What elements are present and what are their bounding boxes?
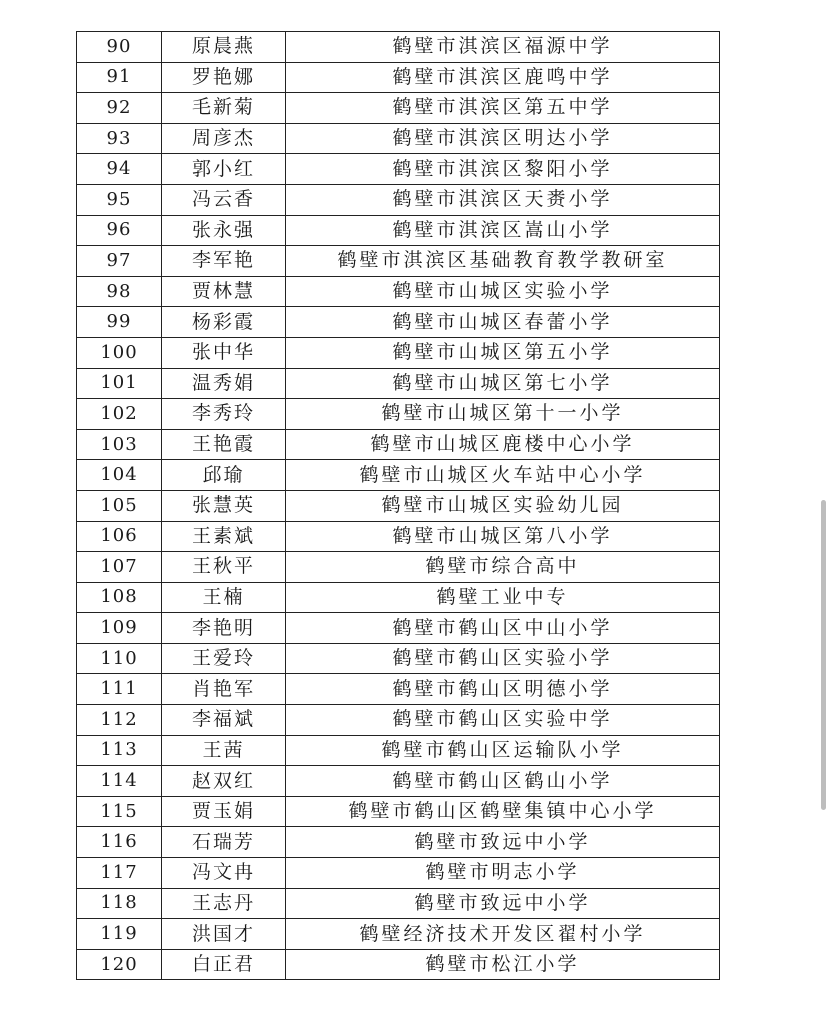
- table-row: [77, 858, 720, 889]
- row-number-cell: 115: [77, 796, 162, 827]
- work-unit-cell: 鹤壁工业中专: [286, 582, 720, 613]
- person-name-cell: 白正君: [162, 949, 286, 980]
- table-row: [77, 490, 720, 521]
- row-number-cell: 111: [77, 674, 162, 705]
- person-name-cell: 王志丹: [162, 888, 286, 919]
- person-name-cell: 王茜: [162, 735, 286, 766]
- table-row: [77, 613, 720, 644]
- work-unit-cell: 鹤壁市淇滨区基础教育教学教研室: [286, 246, 720, 277]
- table-row: [77, 32, 720, 63]
- row-number-cell: 91: [77, 62, 162, 93]
- person-name-cell: 石瑞芳: [162, 827, 286, 858]
- table-row: [77, 643, 720, 674]
- work-unit-cell: 鹤壁市鹤山区实验中学: [286, 705, 720, 736]
- work-unit-cell: 鹤壁市山城区第十一小学: [286, 399, 720, 430]
- person-name-cell: 张慧英: [162, 490, 286, 521]
- row-number-cell: 114: [77, 766, 162, 797]
- work-unit-cell: 鹤壁市淇滨区天赉小学: [286, 184, 720, 215]
- row-number-cell: 113: [77, 735, 162, 766]
- work-unit-cell: 鹤壁市山城区鹿楼中心小学: [286, 429, 720, 460]
- person-name-cell: 张永强: [162, 215, 286, 246]
- work-unit-cell: 鹤壁市鹤山区中山小学: [286, 613, 720, 644]
- person-name-cell: 赵双红: [162, 766, 286, 797]
- table-row: [77, 215, 720, 246]
- table-row: [77, 735, 720, 766]
- person-name-cell: 冯文冉: [162, 858, 286, 889]
- row-number-cell: 90: [77, 32, 162, 63]
- person-name-cell: 周彦杰: [162, 123, 286, 154]
- table-row: [77, 276, 720, 307]
- roster-table: [76, 31, 720, 980]
- table-row: [77, 796, 720, 827]
- row-number-cell: 100: [77, 337, 162, 368]
- row-number-cell: 120: [77, 949, 162, 980]
- work-unit-cell: 鹤壁市淇滨区嵩山小学: [286, 215, 720, 246]
- table-row: [77, 460, 720, 491]
- row-number-cell: 93: [77, 123, 162, 154]
- work-unit-cell: 鹤壁市致远中小学: [286, 827, 720, 858]
- table-row: [77, 246, 720, 277]
- row-number-cell: 96: [77, 215, 162, 246]
- table-row: [77, 582, 720, 613]
- work-unit-cell: 鹤壁市山城区第八小学: [286, 521, 720, 552]
- table-row: [77, 368, 720, 399]
- row-number-cell: 108: [77, 582, 162, 613]
- table-row: [77, 307, 720, 338]
- row-number-cell: 105: [77, 490, 162, 521]
- table-row: [77, 154, 720, 185]
- work-unit-cell: 鹤壁市山城区火车站中心小学: [286, 460, 720, 491]
- work-unit-cell: 鹤壁市淇滨区鹿鸣中学: [286, 62, 720, 93]
- row-number-cell: 92: [77, 93, 162, 124]
- work-unit-cell: 鹤壁市山城区实验小学: [286, 276, 720, 307]
- row-number-cell: 110: [77, 643, 162, 674]
- work-unit-cell: 鹤壁市山城区第五小学: [286, 337, 720, 368]
- person-name-cell: 毛新菊: [162, 93, 286, 124]
- person-name-cell: 王艳霞: [162, 429, 286, 460]
- work-unit-cell: 鹤壁市山城区第七小学: [286, 368, 720, 399]
- row-number-cell: 109: [77, 613, 162, 644]
- person-name-cell: 李秀玲: [162, 399, 286, 430]
- row-number-cell: 119: [77, 919, 162, 950]
- table-row: [77, 919, 720, 950]
- row-number-cell: 101: [77, 368, 162, 399]
- row-number-cell: 99: [77, 307, 162, 338]
- row-number-cell: 95: [77, 184, 162, 215]
- row-number-cell: 106: [77, 521, 162, 552]
- table-row: [77, 705, 720, 736]
- table-row: [77, 399, 720, 430]
- person-name-cell: 李军艳: [162, 246, 286, 277]
- person-name-cell: 王楠: [162, 582, 286, 613]
- table-row: [77, 184, 720, 215]
- person-name-cell: 冯云香: [162, 184, 286, 215]
- person-name-cell: 温秀娟: [162, 368, 286, 399]
- work-unit-cell: 鹤壁市山城区实验幼儿园: [286, 490, 720, 521]
- row-number-cell: 103: [77, 429, 162, 460]
- person-name-cell: 李福斌: [162, 705, 286, 736]
- table-row: [77, 827, 720, 858]
- person-name-cell: 王爱玲: [162, 643, 286, 674]
- work-unit-cell: 鹤壁市鹤山区鹤山小学: [286, 766, 720, 797]
- work-unit-cell: 鹤壁市淇滨区黎阳小学: [286, 154, 720, 185]
- table-row: [77, 62, 720, 93]
- person-name-cell: 肖艳军: [162, 674, 286, 705]
- person-name-cell: 贾林慧: [162, 276, 286, 307]
- row-number-cell: 97: [77, 246, 162, 277]
- row-number-cell: 104: [77, 460, 162, 491]
- person-name-cell: 贾玉娟: [162, 796, 286, 827]
- work-unit-cell: 鹤壁市鹤山区实验小学: [286, 643, 720, 674]
- row-number-cell: 102: [77, 399, 162, 430]
- work-unit-cell: 鹤壁市淇滨区明达小学: [286, 123, 720, 154]
- row-number-cell: 118: [77, 888, 162, 919]
- work-unit-cell: 鹤壁市松江小学: [286, 949, 720, 980]
- table-row: [77, 337, 720, 368]
- person-name-cell: 杨彩霞: [162, 307, 286, 338]
- table-row: [77, 123, 720, 154]
- person-name-cell: 洪国才: [162, 919, 286, 950]
- person-name-cell: 郭小红: [162, 154, 286, 185]
- table-row: [77, 93, 720, 124]
- table-row: [77, 521, 720, 552]
- work-unit-cell: 鹤壁市鹤山区运输队小学: [286, 735, 720, 766]
- row-number-cell: 117: [77, 858, 162, 889]
- row-number-cell: 98: [77, 276, 162, 307]
- person-name-cell: 王素斌: [162, 521, 286, 552]
- person-name-cell: 张中华: [162, 337, 286, 368]
- person-name-cell: 邱瑜: [162, 460, 286, 491]
- row-number-cell: 116: [77, 827, 162, 858]
- person-name-cell: 王秋平: [162, 552, 286, 583]
- work-unit-cell: 鹤壁市致远中小学: [286, 888, 720, 919]
- table-row: [77, 888, 720, 919]
- row-number-cell: 112: [77, 705, 162, 736]
- person-name-cell: 原晨燕: [162, 32, 286, 63]
- work-unit-cell: 鹤壁市鹤山区明德小学: [286, 674, 720, 705]
- table-row: [77, 949, 720, 980]
- table-row: [77, 674, 720, 705]
- work-unit-cell: 鹤壁市综合高中: [286, 552, 720, 583]
- roster-table-body: [77, 32, 720, 980]
- work-unit-cell: 鹤壁经济技术开发区翟村小学: [286, 919, 720, 950]
- work-unit-cell: 鹤壁市鹤山区鹤壁集镇中心小学: [286, 796, 720, 827]
- person-name-cell: 罗艳娜: [162, 62, 286, 93]
- table-row: [77, 766, 720, 797]
- work-unit-cell: 鹤壁市山城区春蕾小学: [286, 307, 720, 338]
- row-number-cell: 107: [77, 552, 162, 583]
- person-name-cell: 李艳明: [162, 613, 286, 644]
- table-row: [77, 552, 720, 583]
- work-unit-cell: 鹤壁市淇滨区第五中学: [286, 93, 720, 124]
- work-unit-cell: 鹤壁市明志小学: [286, 858, 720, 889]
- vertical-scrollbar[interactable]: [821, 500, 826, 810]
- row-number-cell: 94: [77, 154, 162, 185]
- work-unit-cell: 鹤壁市淇滨区福源中学: [286, 32, 720, 63]
- table-row: [77, 429, 720, 460]
